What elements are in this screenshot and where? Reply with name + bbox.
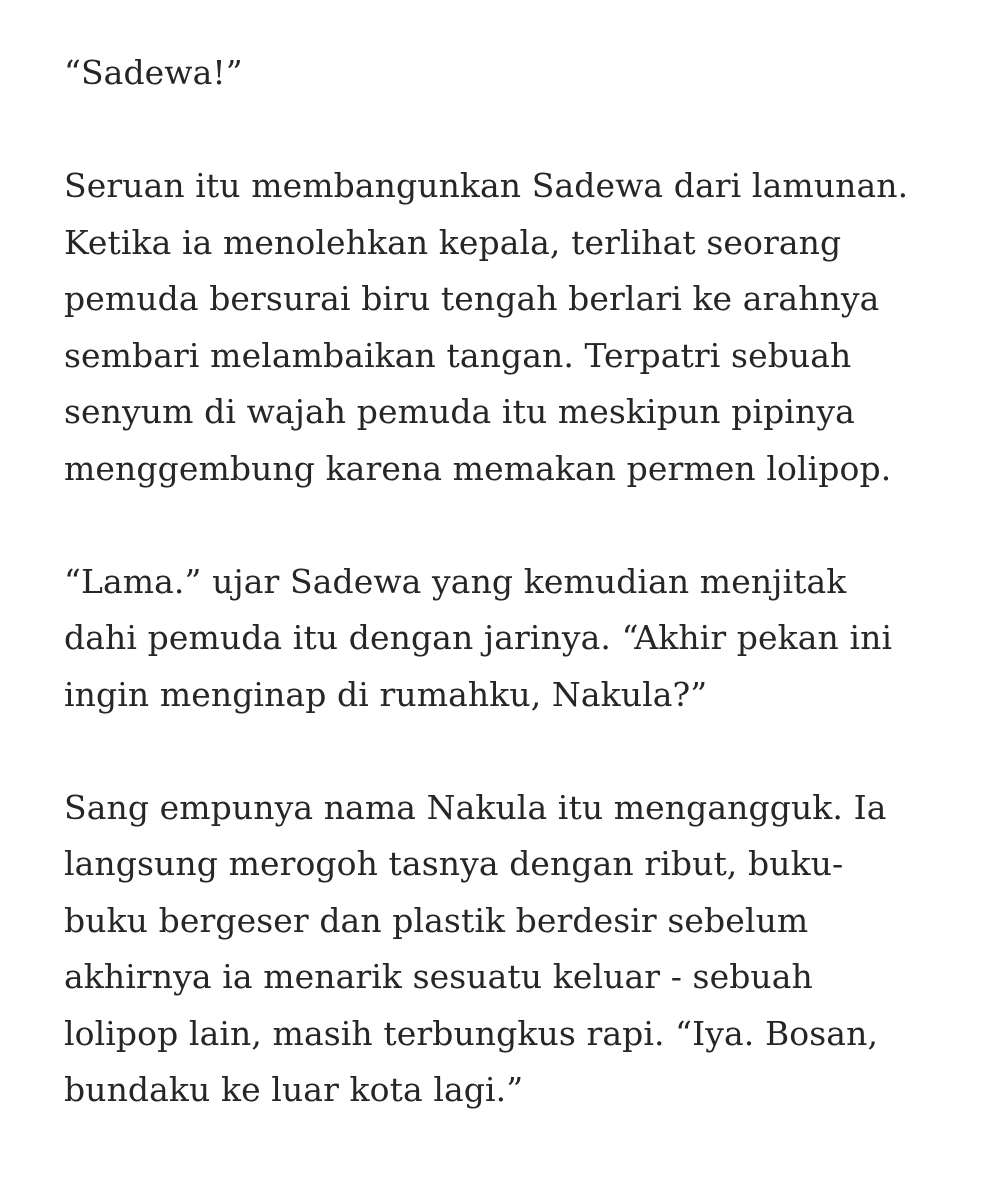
paragraph-4 (64, 780, 964, 1119)
text-line: akhirnya ia menarik sesuatu keluar - sebuah (64, 957, 813, 996)
text-line: ingin menginap di rumahku, Nakula?” (64, 674, 708, 714)
text-line: Seruan itu membangunkan Sadewa dari lamunan. (64, 166, 909, 205)
text-line: sembari melambaikan tangan. Terpatri sebuah (64, 335, 852, 375)
text-line: menggembung karena memakan permen lolipop. (64, 448, 892, 488)
text-line: buku bergeser dan plastik berdesir sebelum (64, 900, 809, 940)
text-line: Sang empunya nama Nakula itu mengangguk. Ia (64, 787, 887, 827)
text-line: langsung merogoh tasnya dengan ribut, buku- (64, 844, 844, 883)
text-line: pemuda bersurai biru tengah berlari ke arahnya (64, 279, 880, 318)
text-line: “Lama.” ujar Sadewa yang kemudian menjitak (64, 561, 847, 601)
paragraph-1 (64, 45, 964, 102)
text-line: bundaku ke luar kota lagi.” (64, 1070, 524, 1109)
text-line: lolipop lain, masih terbungkus rapi. “Iya. Bosan, (64, 1013, 879, 1053)
paragraph-3 (64, 554, 964, 724)
text-line: Ketika ia menolehkan kepala, terlihat seorang (64, 222, 842, 262)
paragraph-2 (64, 158, 964, 497)
story-text (64, 45, 964, 1175)
text-line: dahi pemuda itu dengan jarinya. “Akhir pekan ini (64, 618, 893, 657)
text-line: senyum di wajah pemuda itu meskipun pipinya (64, 392, 855, 431)
text-line: “Sadewa!” (64, 53, 243, 92)
